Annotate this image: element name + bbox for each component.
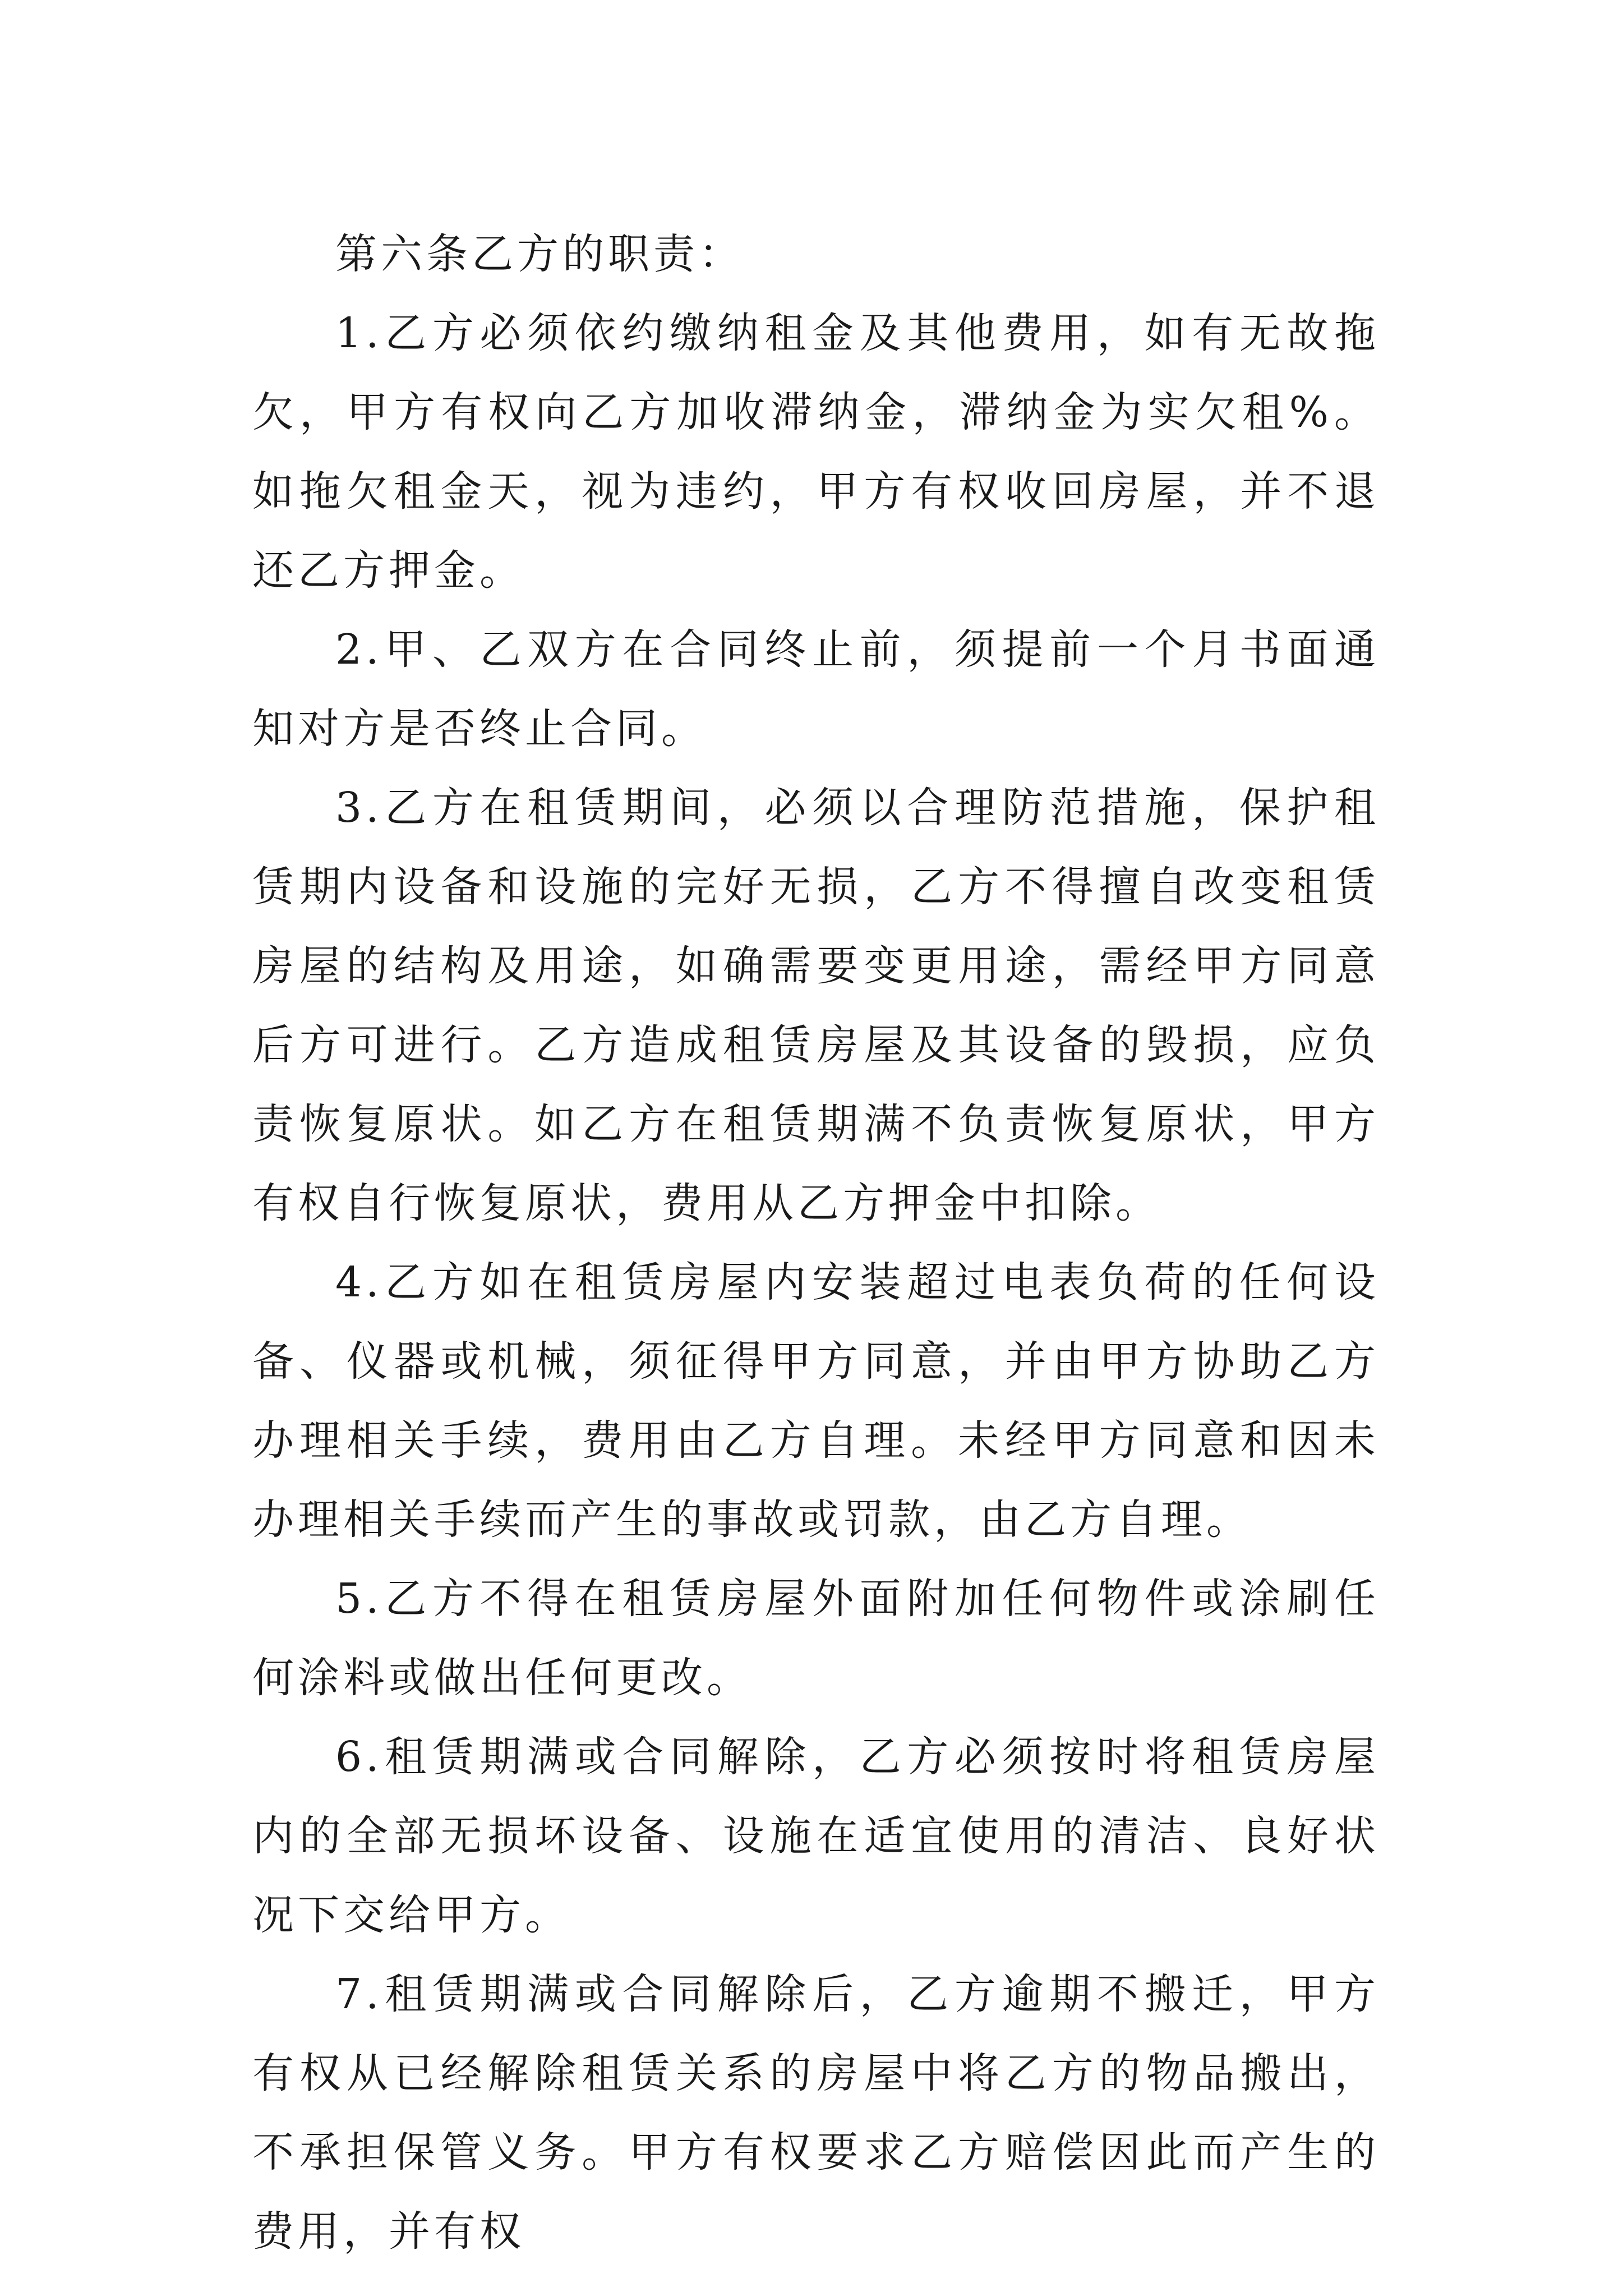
document-body [252, 215, 1380, 2271]
clause-5: 5.乙方不得在租赁房屋外面附加任何物件或涂刷任何涂料或做出任何更改。 [252, 1575, 1380, 1702]
clause-4: 4.乙方如在租赁房屋内安装超过电表负荷的任何设备、仪器或机械，须征得甲方同意，并由甲方协助乙方办理相关手续，费用由乙方自理。未经甲方同意和因未办理相关手续而产生的事故或罚款，由乙方自理。 [252, 1258, 1380, 1544]
clause-1: 1.乙方必须依约缴纳租金及其他费用，如有无故拖欠，甲方有权向乙方加收滞纳金，滞纳金为实欠租%。如拖欠租金天，视为违约，甲方有权收回房屋，并不退还乙方押金。 [252, 309, 1380, 595]
clause-6: 6.租赁期满或合同解除，乙方必须按时将租赁房屋内的全部无损坏设备、设施在适宜使用的清洁、良好状况下交给甲方。 [252, 1733, 1380, 1939]
clause-3: 3.乙方在租赁期间，必须以合理防范措施，保护租赁期内设备和设施的完好无损，乙方不得擅自改变租赁房屋的结构及用途，如确需要变更用途，需经甲方同意后方可进行。乙方造成租赁房屋及其设备的毁损，应负责恢复原状。如乙方在租赁期满不负责恢复原状，甲方有权自行恢复原状，费用从乙方押金中扣除。 [252, 784, 1380, 1227]
clause-7: 7.租赁期满或合同解除后，乙方逾期不搬迁，甲方有权从已经解除租赁关系的房屋中将乙方的物品搬出，不承担保管义务。甲方有权要求乙方赔偿因此而产生的费用，并有权 [252, 1970, 1380, 2256]
section-heading: 第六条乙方的职责： [335, 230, 744, 278]
clause-2: 2.甲、乙双方在合同终止前，须提前一个月书面通知对方是否终止合同。 [252, 625, 1380, 753]
